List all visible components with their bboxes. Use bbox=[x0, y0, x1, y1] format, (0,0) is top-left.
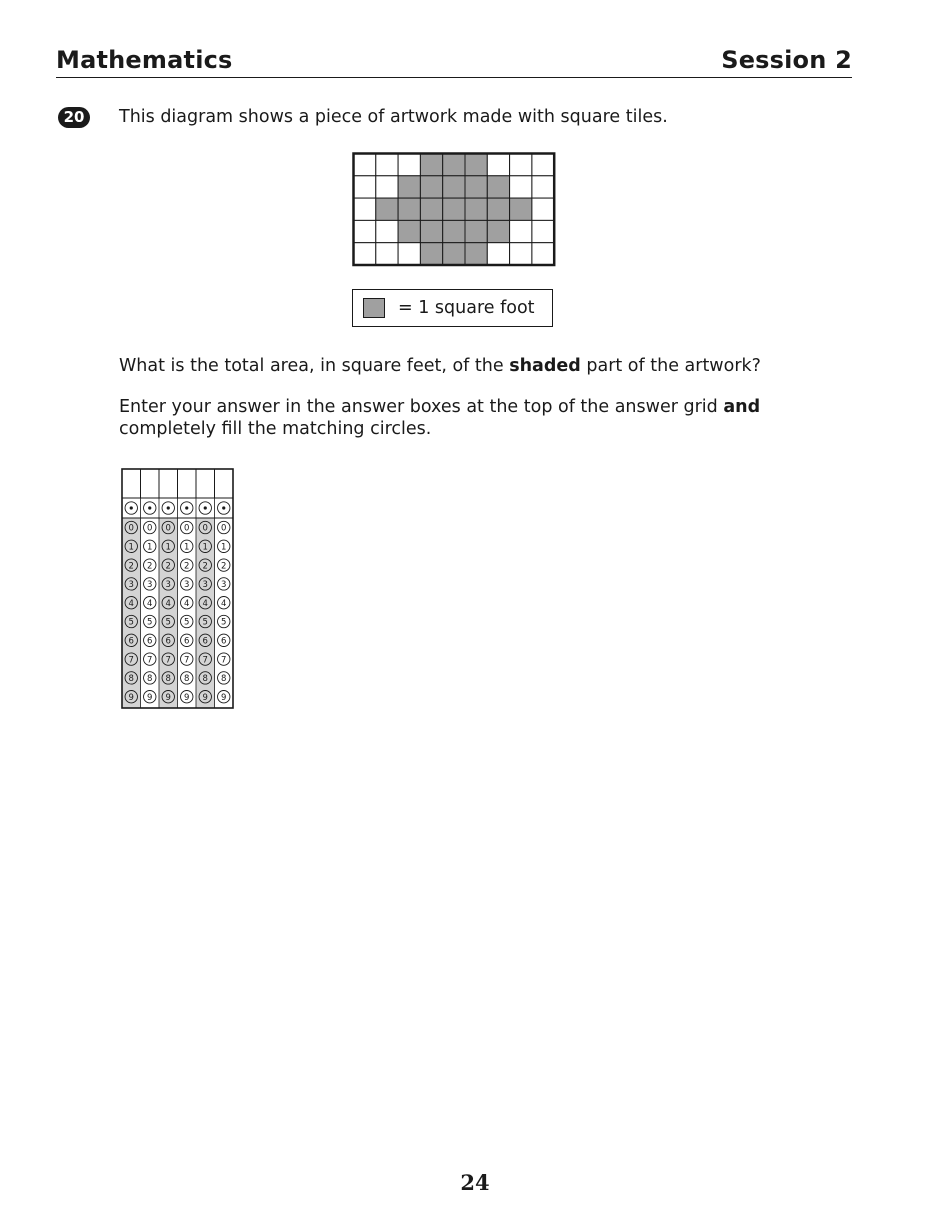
digit-label: 3 bbox=[147, 580, 153, 591]
shaded-tile bbox=[465, 243, 487, 265]
digit-label: 1 bbox=[202, 542, 208, 553]
answer-box[interactable] bbox=[141, 469, 160, 498]
digit-label: 0 bbox=[165, 523, 171, 534]
digit-label: 1 bbox=[184, 542, 190, 553]
decimal-point-mark bbox=[130, 506, 133, 509]
digit-label: 9 bbox=[147, 692, 153, 703]
session-title: Session 2 bbox=[721, 46, 852, 74]
digit-label: 3 bbox=[184, 580, 190, 591]
digit-label: 7 bbox=[165, 655, 171, 666]
digit-label: 8 bbox=[184, 674, 190, 685]
prompt-text-end: part of the artwork? bbox=[580, 356, 761, 376]
digit-label: 2 bbox=[165, 561, 171, 572]
unshaded-tile bbox=[354, 154, 376, 176]
shaded-tile bbox=[420, 176, 442, 198]
decimal-point-mark bbox=[167, 506, 170, 509]
digit-label: 8 bbox=[128, 674, 134, 685]
answer-grid[interactable] bbox=[121, 468, 235, 710]
digit-label: 8 bbox=[165, 674, 171, 685]
unshaded-tile bbox=[376, 220, 398, 242]
shaded-tile bbox=[487, 198, 509, 220]
digit-label: 4 bbox=[202, 598, 208, 609]
page-number: 24 bbox=[460, 1170, 490, 1195]
shaded-tile bbox=[443, 176, 465, 198]
unshaded-tile bbox=[354, 176, 376, 198]
digit-label: 1 bbox=[128, 542, 134, 553]
shaded-tile bbox=[420, 220, 442, 242]
unshaded-tile bbox=[376, 176, 398, 198]
unshaded-tile bbox=[510, 176, 532, 198]
legend-text: = 1 square foot bbox=[398, 298, 535, 318]
digit-label: 9 bbox=[221, 692, 227, 703]
digit-label: 6 bbox=[202, 636, 208, 647]
shaded-tile bbox=[420, 243, 442, 265]
digit-label: 2 bbox=[128, 561, 134, 572]
digit-label: 2 bbox=[184, 561, 190, 572]
prompt-bold-word: shaded bbox=[509, 356, 581, 376]
digit-label: 5 bbox=[128, 617, 134, 628]
shaded-tile bbox=[465, 220, 487, 242]
digit-label: 7 bbox=[221, 655, 227, 666]
digit-label: 6 bbox=[184, 636, 190, 647]
unshaded-tile bbox=[354, 198, 376, 220]
digit-label: 7 bbox=[202, 655, 208, 666]
shaded-tile bbox=[465, 176, 487, 198]
digit-label: 4 bbox=[165, 598, 171, 609]
unshaded-tile bbox=[532, 154, 554, 176]
digit-label: 9 bbox=[202, 692, 208, 703]
digit-label: 2 bbox=[202, 561, 208, 572]
answer-box[interactable] bbox=[196, 469, 215, 498]
digit-label: 8 bbox=[147, 674, 153, 685]
digit-label: 3 bbox=[165, 580, 171, 591]
answer-box[interactable] bbox=[178, 469, 197, 498]
unshaded-tile bbox=[398, 243, 420, 265]
shaded-tile bbox=[487, 176, 509, 198]
shaded-tile bbox=[465, 154, 487, 176]
digit-label: 3 bbox=[221, 580, 227, 591]
digit-label: 5 bbox=[202, 617, 208, 628]
shaded-tile bbox=[420, 154, 442, 176]
legend-box bbox=[352, 289, 553, 327]
unshaded-tile bbox=[376, 154, 398, 176]
question-prompt bbox=[119, 355, 839, 377]
digit-label: 7 bbox=[184, 655, 190, 666]
digit-label: 4 bbox=[184, 598, 190, 609]
digit-label: 5 bbox=[184, 617, 190, 628]
answer-instruction bbox=[119, 396, 839, 440]
shaded-tile bbox=[398, 176, 420, 198]
digit-label: 2 bbox=[221, 561, 227, 572]
answer-box[interactable] bbox=[159, 469, 178, 498]
decimal-point-mark bbox=[148, 506, 151, 509]
unshaded-tile bbox=[532, 176, 554, 198]
digit-label: 4 bbox=[221, 598, 227, 609]
unshaded-tile bbox=[376, 243, 398, 265]
digit-label: 4 bbox=[128, 598, 134, 609]
unshaded-tile bbox=[510, 154, 532, 176]
digit-label: 9 bbox=[128, 692, 134, 703]
prompt-text-start: What is the total area, in square feet, of the bbox=[119, 356, 510, 376]
instruction-text-end: completely fill the matching circles. bbox=[119, 419, 432, 439]
unshaded-tile bbox=[487, 243, 509, 265]
digit-label: 6 bbox=[165, 636, 171, 647]
unshaded-tile bbox=[354, 220, 376, 242]
unshaded-tile bbox=[532, 220, 554, 242]
digit-label: 6 bbox=[147, 636, 153, 647]
subject-title: Mathematics bbox=[56, 46, 233, 74]
unshaded-tile bbox=[532, 198, 554, 220]
unshaded-tile bbox=[487, 154, 509, 176]
digit-label: 1 bbox=[221, 542, 227, 553]
shaded-tile bbox=[420, 198, 442, 220]
page-header bbox=[56, 44, 852, 78]
digit-label: 6 bbox=[221, 636, 227, 647]
digit-label: 7 bbox=[128, 655, 134, 666]
digit-label: 7 bbox=[147, 655, 153, 666]
unshaded-tile bbox=[510, 220, 532, 242]
shaded-tile bbox=[443, 243, 465, 265]
digit-label: 3 bbox=[202, 580, 208, 591]
shaded-tile bbox=[376, 198, 398, 220]
shaded-tile bbox=[510, 198, 532, 220]
decimal-point-mark bbox=[222, 506, 225, 509]
digit-label: 5 bbox=[221, 617, 227, 628]
decimal-point-mark bbox=[204, 506, 207, 509]
legend-swatch bbox=[363, 298, 385, 318]
shaded-tile bbox=[443, 220, 465, 242]
digit-label: 9 bbox=[165, 692, 171, 703]
digit-label: 0 bbox=[147, 523, 153, 534]
shaded-tile bbox=[443, 198, 465, 220]
unshaded-tile bbox=[354, 243, 376, 265]
digit-label: 0 bbox=[221, 523, 227, 534]
instruction-bold-word: and bbox=[723, 397, 761, 417]
digit-label: 5 bbox=[165, 617, 171, 628]
digit-label: 0 bbox=[184, 523, 190, 534]
shaded-tile bbox=[443, 154, 465, 176]
decimal-point-mark bbox=[185, 506, 188, 509]
digit-label: 3 bbox=[128, 580, 134, 591]
shaded-tile bbox=[398, 198, 420, 220]
digit-label: 1 bbox=[165, 542, 171, 553]
digit-label: 0 bbox=[202, 523, 208, 534]
question-number-badge: 20 bbox=[58, 107, 90, 128]
answer-box[interactable] bbox=[122, 469, 141, 498]
unshaded-tile bbox=[532, 243, 554, 265]
shaded-tile bbox=[487, 220, 509, 242]
digit-label: 8 bbox=[221, 674, 227, 685]
shaded-tile bbox=[398, 220, 420, 242]
unshaded-tile bbox=[398, 154, 420, 176]
question-intro: This diagram shows a piece of artwork made with square tiles. bbox=[119, 107, 668, 127]
digit-label: 4 bbox=[147, 598, 153, 609]
digit-label: 8 bbox=[202, 674, 208, 685]
digit-label: 9 bbox=[184, 692, 190, 703]
digit-label: 2 bbox=[147, 561, 153, 572]
shaded-tile bbox=[465, 198, 487, 220]
digit-label: 0 bbox=[128, 523, 134, 534]
answer-box[interactable] bbox=[215, 469, 234, 498]
artwork-tile-grid bbox=[352, 152, 556, 267]
unshaded-tile bbox=[510, 243, 532, 265]
digit-label: 1 bbox=[147, 542, 153, 553]
digit-label: 5 bbox=[147, 617, 153, 628]
digit-label: 6 bbox=[128, 636, 134, 647]
instruction-text-start: Enter your answer in the answer boxes at the top of the answer grid bbox=[119, 397, 724, 417]
